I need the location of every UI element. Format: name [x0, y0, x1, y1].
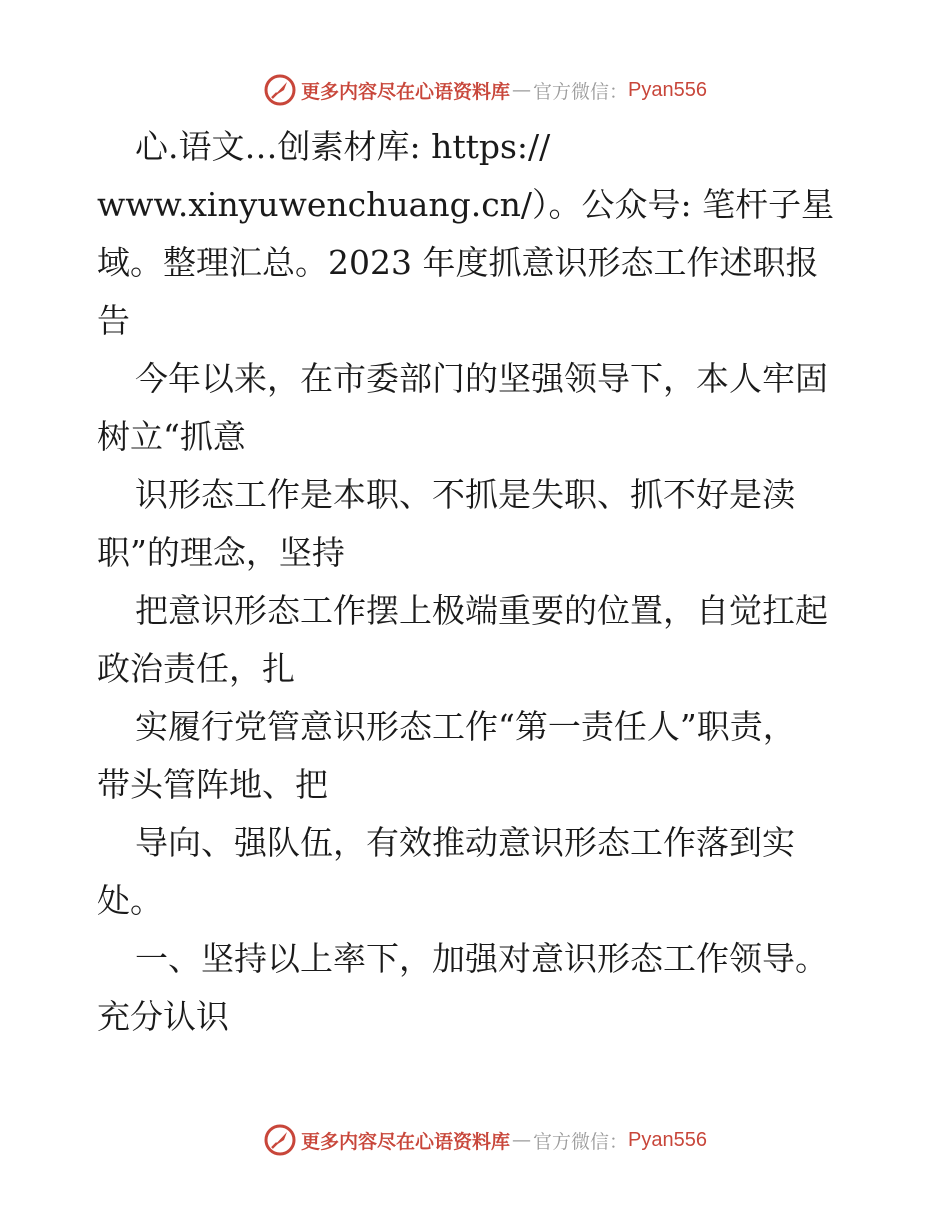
quill-circle-logo-icon: [263, 1123, 297, 1157]
paragraph-line-7: 识形态工作是本职、不抓是失职、抓不好是渎: [135, 475, 795, 514]
header-banner-sub: 官方微信：: [533, 80, 629, 103]
paragraph-line-1: 心.语文…创素材库: https://: [135, 127, 551, 166]
paragraph-line-4: 告: [97, 301, 130, 340]
header-watermark-banner: [0, 70, 950, 110]
paragraph-line-5: 今年以来，在市委部门的坚强领导下，本人牢固: [135, 359, 828, 398]
paragraph-line-9: 把意识形态工作摆上极端重要的位置，自觉扛起: [135, 591, 828, 630]
paragraph-line-16: 充分认识: [97, 997, 229, 1036]
paragraph-line-13: 导向、强队伍，有效推动意识形态工作落到实: [135, 823, 795, 862]
footer-banner-wechat-id: Pyan556: [628, 1128, 707, 1151]
paragraph-line-12: 带头管阵地、把: [97, 765, 328, 804]
paragraph-line-3: 域。整理汇总。2023 年度抓意识形态工作述职报: [97, 243, 819, 282]
document-body: [97, 118, 877, 1046]
footer-banner-separator: —: [512, 1129, 532, 1151]
paragraph-line-2: www.xinyuwenchuang.cn/）。公众号: 笔杆子星: [97, 185, 835, 224]
paragraph-line-14: 处。: [97, 881, 163, 920]
header-banner-separator: —: [512, 79, 532, 101]
quill-circle-logo-icon: [263, 73, 297, 107]
paragraph-line-11: 实履行党管意识形态工作“第一责任人”职责，: [135, 707, 796, 746]
header-banner-inner: [263, 73, 707, 107]
header-banner-title: 更多内容尽在心语资料库: [301, 80, 511, 103]
paragraph-line-15: 一、坚持以上率下，加强对意识形态工作领导。: [135, 939, 828, 978]
paragraph-line-6: 树立“抓意: [97, 417, 246, 456]
footer-watermark-banner: [0, 1120, 950, 1160]
footer-banner-title: 更多内容尽在心语资料库: [301, 1130, 511, 1153]
footer-banner-sub: 官方微信：: [533, 1130, 629, 1153]
header-banner-wechat-id: Pyan556: [628, 78, 707, 101]
paragraph-line-8: 职”的理念，坚持: [97, 533, 345, 572]
paragraph-line-10: 政治责任，扎: [97, 649, 295, 688]
footer-banner-inner: [263, 1123, 707, 1157]
